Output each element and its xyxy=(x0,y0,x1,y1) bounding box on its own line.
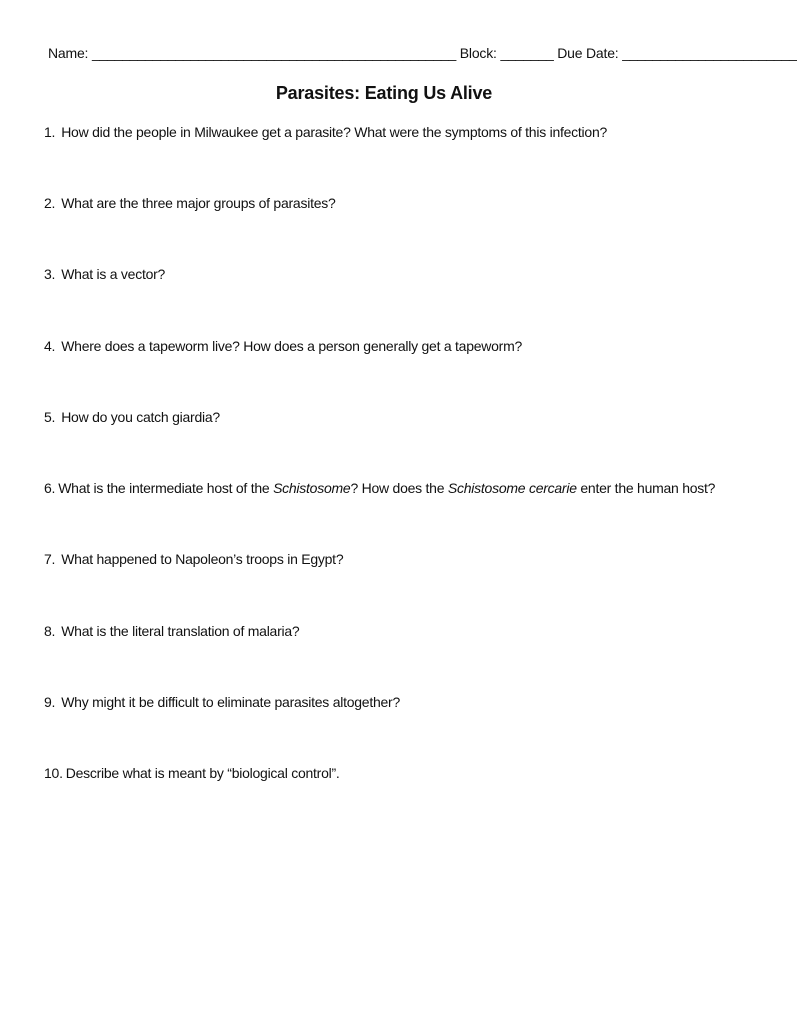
question-number: 6. xyxy=(44,480,56,496)
question-number: 4. xyxy=(44,338,56,354)
question-number: 3. xyxy=(44,266,56,282)
question-1 xyxy=(44,124,607,140)
due-date-field[interactable]: _______________________ xyxy=(622,45,797,61)
question-text: What are the three major groups of parasites? xyxy=(61,195,336,211)
question-10 xyxy=(44,765,340,781)
species-term: Schistosome cercarie xyxy=(447,480,577,496)
question-6 xyxy=(44,480,715,496)
block-field[interactable]: _______ xyxy=(500,45,554,61)
question-text: Describe what is meant by “biological control”. xyxy=(65,765,340,781)
question-7 xyxy=(44,551,343,567)
block-label: Block: xyxy=(459,45,497,61)
question-text: What is the literal translation of malaria? xyxy=(61,623,300,639)
question-text: Where does a tapeworm live? How does a person generally get a tapeworm? xyxy=(61,338,523,354)
question-number: 9. xyxy=(44,694,56,710)
question-5 xyxy=(44,409,220,425)
header-line xyxy=(48,45,797,61)
question-text-part: ? How does the xyxy=(350,480,445,496)
question-text: How do you catch giardia? xyxy=(61,409,220,425)
question-number: 7. xyxy=(44,551,56,567)
question-number: 5. xyxy=(44,409,56,425)
name-field[interactable]: ________________________________________________ xyxy=(91,45,457,61)
question-text: What happened to Napoleon’s troops in Egypt? xyxy=(61,551,344,567)
name-label: Name: xyxy=(48,45,89,61)
question-text: Why might it be difficult to eliminate parasites altogether? xyxy=(61,694,400,710)
question-text-part: enter the human host? xyxy=(580,480,716,496)
question-3 xyxy=(44,266,165,282)
question-9 xyxy=(44,694,400,710)
question-text: How did the people in Milwaukee get a parasite? What were the symptoms of this infection? xyxy=(61,124,608,140)
due-date-label: Due Date: xyxy=(557,45,619,61)
question-8 xyxy=(44,623,299,639)
question-number: 2. xyxy=(44,195,56,211)
question-number: 1. xyxy=(44,124,56,140)
question-2 xyxy=(44,195,336,211)
question-number: 10. xyxy=(44,765,63,781)
question-text: What is a vector? xyxy=(61,266,166,282)
question-text-part: What is the intermediate host of the xyxy=(58,480,270,496)
question-4 xyxy=(44,338,522,354)
page-title: Parasites: Eating Us Alive xyxy=(275,83,493,103)
question-number: 8. xyxy=(44,623,56,639)
species-term: Schistosome xyxy=(273,480,351,496)
